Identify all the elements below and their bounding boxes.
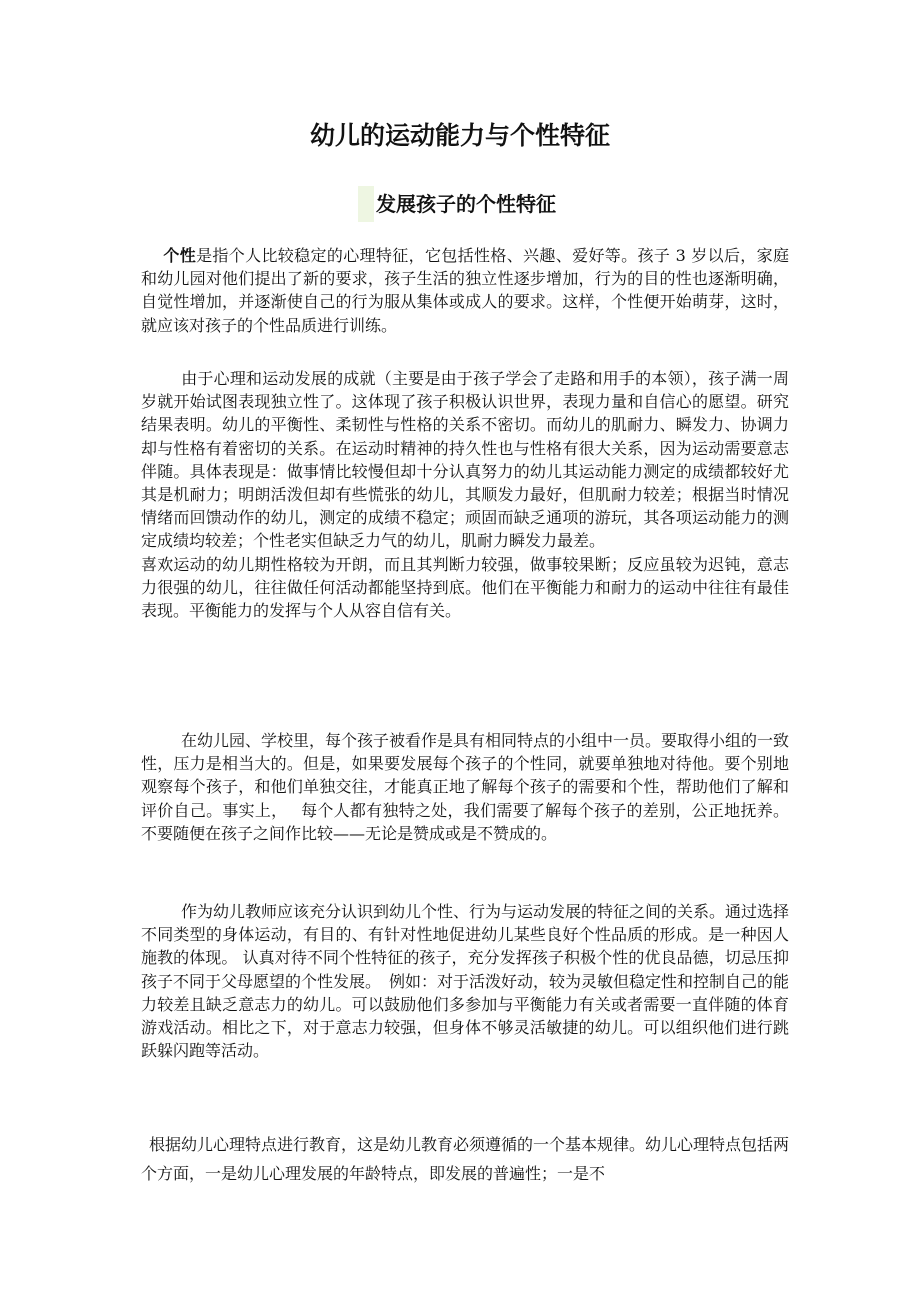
paragraph-continuation: 喜欢运动的幼儿期性格较为开朗，而且其判断力较强，做事较果断；反应虽较为迟钝，意志力很强的幼儿，往往做任何活动都能坚持到底。他们在平衡能力和耐力的运动中往往有最佳表现。平衡能力的发挥与个人从容自信有关。 (141, 554, 789, 621)
paragraph-text: 在幼儿园、学校里，每个孩子被看作是具有相同特点的小组中一员。要取得小组的一致性，压力是相当大的。但是，如果要发展每个孩子的个性同，就要单独地对待他。要个别地观察每个孩子，和他们单独交往，才能真正地了解每个孩子的需要和个性，帮助他们了解和评价自己。事实上， 每个人都有独特之处，我们需要了解每个孩子的差别，公正地抚养。不要随便在孩子之间作比较——无论是赞成或是不赞成的。 (141, 731, 790, 843)
subtitle-container (0, 186, 920, 222)
term-personality: 个性 (163, 246, 197, 265)
paragraph-text: 根据幼儿心理特点进行教育，这是幼儿教育必须遵循的一个基本规律。幼儿心理特点包括两个方面，一是幼儿心理发展的年龄特点，即发展的普遍性；一是不 (141, 1135, 790, 1183)
paragraph-independence (141, 367, 789, 622)
paragraph-individual-attention (141, 729, 789, 845)
paragraph-psychology-principle (141, 1130, 789, 1188)
paragraph-text: 是指个人比较稳定的心理特征，它包括性格、兴趣、爱好等。孩子 3 岁以后，家庭和幼儿园对他们提出了新的要求，孩子生活的独立性逐步增加，行为的目的性也逐渐明确，自觉性增加，并逐渐使自己的行为服从集体或成人的要求。这样，个性便开始萌芽，这时，就应该对孩子的个性品质进行训练。 (141, 246, 789, 335)
document-title: 幼儿的运动能力与个性特征 (309, 121, 610, 150)
paragraph-text: 由于心理和运动发展的成就（主要是由于孩子学会了走路和用手的本领），孩子满一周岁就开始试图表现独立性了。这体现了孩子积极认识世界，表现力量和自信心的愿望。研究结果表明。幼儿的平衡性、柔韧性与性格的关系不密切。而幼儿的肌耐力、瞬发力、协调力却与性格有着密切的关系。在运动时精神的持久性也与性格有很大关系，因为运动需要意志伴随。具体表现是：做事情比较慢但却十分认真努力的幼儿其运动能力测定的成绩都较好尤其是机耐力；明朗活泼但却有些慌张的幼儿，其顺发力最好，但肌耐力较差；根据当时情况情绪而回馈动作的幼儿，测定的成绩不稳定；顽固而缺乏通项的游玩，其各项运动能力的测定成绩均较差；个性老实但缺乏力气的幼儿，肌耐力瞬发力最差。 (141, 369, 789, 551)
document-subtitle: 发展孩子的个性特征 (358, 186, 562, 222)
paragraph-text: 作为幼儿教师应该充分认识到幼儿个性、行为与运动发展的特征之间的关系。通过选择不同类型的身体运动，有目的、有针对性地促进幼儿某些良好个性品质的形成。是一种因人施教的体现。 认真对待不同个性特征的孩子，充分发挥孩子积极个性的优良品德，切忌压抑孩子不同于父母愿望的个性发展。 例如：对于活泼好动，较为灵敏但稳定性和控制自己的能力较差且缺乏意志力的幼儿。可以鼓励他们多参加与平衡能力有关或者需要一直伴随的体育游戏活动。相比之下，对于意志力较强，但身体不够灵活敏捷的幼儿。可以组织他们进行跳跃躲闪跑等活动。 (141, 902, 790, 1061)
paragraph-personality-definition (141, 244, 789, 337)
paragraph-teacher-role (141, 900, 789, 1062)
